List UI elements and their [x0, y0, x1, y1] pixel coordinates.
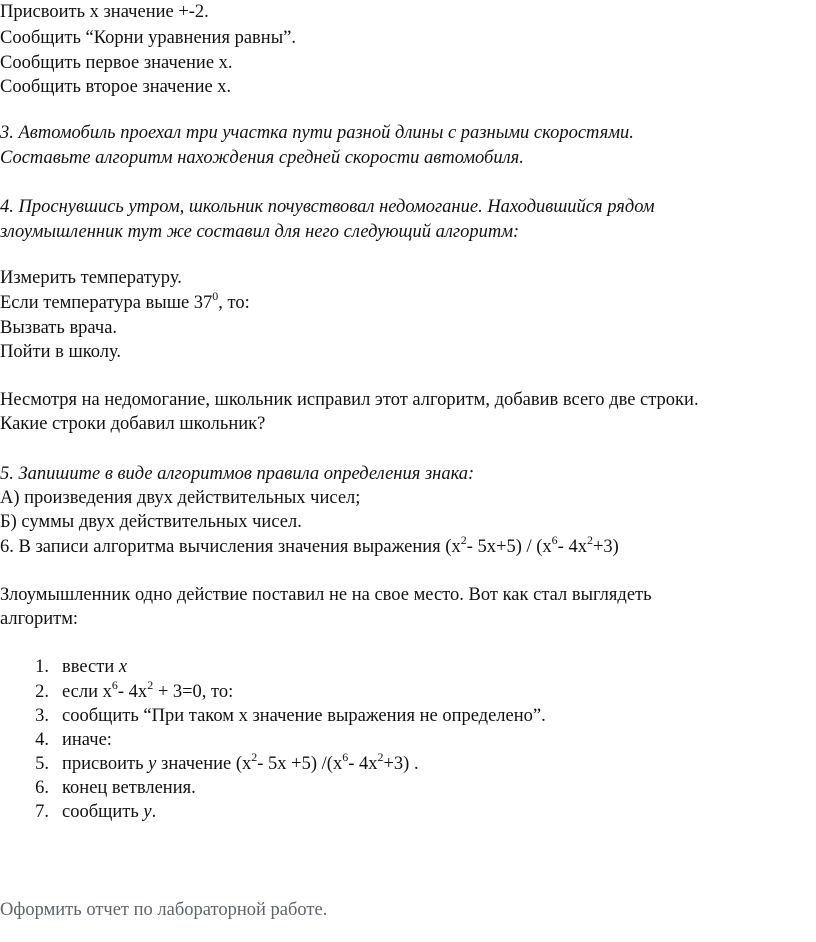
task3-line-1: 3. Автомобиль проехал три участка пути разной длины с разными скоростями. [0, 123, 634, 143]
intro-line-2: Сообщить “Корни уравнения равны”. [0, 28, 296, 48]
intro-line-4: Сообщить второе значение x. [0, 77, 232, 97]
task5-title: 5. Запишите в виде алгоритмов правила определения знака: [0, 464, 475, 484]
algo-line-4: Пойти в школу. [0, 342, 122, 362]
task6-desc-2: алгоритм: [0, 609, 79, 629]
algo-line-2: Если температура выше $37^0$, то: [0, 288, 250, 313]
task4-line-2: злоумышленник тут же составил для него следующий алгоритм: [0, 222, 520, 242]
task6-title: 6. В записи алгоритма вычисления значения выражения ($x^2-$ $5x+5) / (x^6-$ $4x^2+3$) [0, 532, 619, 557]
intro-line-3: Сообщить первое значение x. [0, 53, 233, 73]
task6-desc-1: Злоумышленник одно действие поставил не на свое место. Вот как стал выглядеть [0, 585, 652, 605]
task3-line-2: Составьте алгоритм нахождения средней скорости автомобиля. [0, 148, 524, 168]
footer-note: Оформить отчет по лабораторной работе. [0, 900, 328, 920]
task4-question-2: Какие строки добавил школьник? [0, 414, 266, 434]
algo-line-1: Измерить температуру. [0, 268, 182, 288]
intro-line-1: Присвоить x значение +-2. [0, 2, 209, 22]
task5-item-b: Б) суммы двух действительных чисел. [0, 512, 302, 532]
algo-line-3: Вызвать врача. [0, 318, 118, 338]
task5-item-a: А) произведения двух действительных чисел; [0, 488, 361, 508]
task4-line-1: 4. Проснувшись утром, школьник почувствовал недомогание. Находившийся рядом [0, 197, 655, 217]
task4-question-1: Несмотря на недомогание, школьник исправил этот алгоритм, добавив всего две строки. [0, 390, 699, 410]
